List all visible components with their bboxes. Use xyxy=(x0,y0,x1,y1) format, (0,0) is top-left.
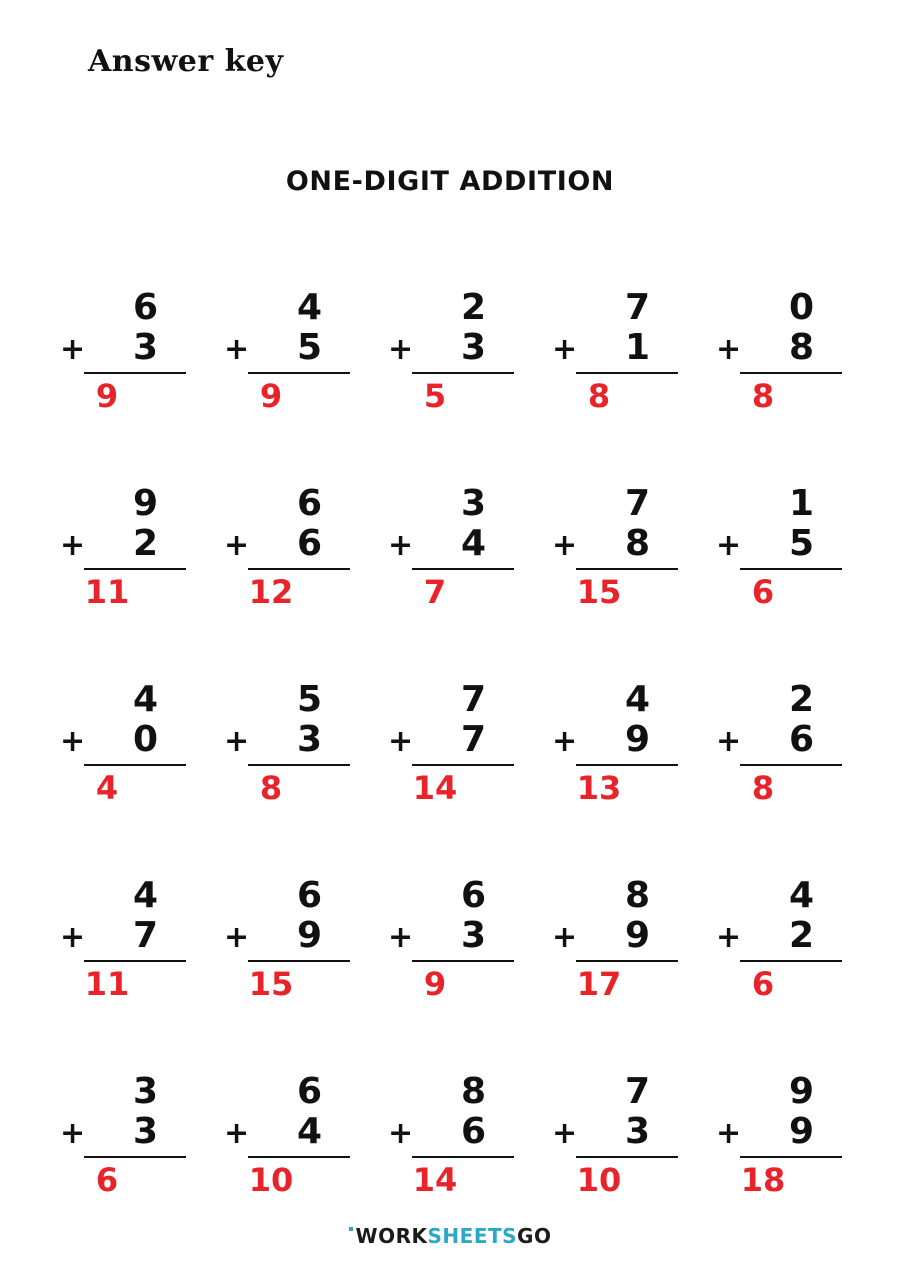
problem-item xyxy=(550,288,678,484)
problem-body xyxy=(714,876,842,962)
problem-body xyxy=(222,288,350,374)
problem-body xyxy=(550,1072,678,1158)
answer-value: 12 xyxy=(248,573,294,611)
problem-item xyxy=(386,288,514,484)
problem-item xyxy=(550,484,678,680)
plus-icon: + xyxy=(224,920,250,955)
plus-icon: + xyxy=(716,332,742,367)
addend-bottom-row xyxy=(224,523,350,564)
addend-bottom-row xyxy=(388,1111,514,1152)
problem-body xyxy=(386,1072,514,1158)
plus-icon: + xyxy=(388,528,414,563)
addend-bottom-row xyxy=(388,523,514,564)
answer-value: 8 xyxy=(751,769,775,807)
addend-bottom-row xyxy=(552,915,678,956)
addend-top: 4 xyxy=(296,287,322,328)
addend-bottom: 5 xyxy=(296,327,322,368)
plus-icon: + xyxy=(60,724,86,759)
problem-body xyxy=(714,1072,842,1158)
answer-value: 11 xyxy=(84,573,130,611)
answer-value: 8 xyxy=(259,769,283,807)
addend-bottom: 9 xyxy=(296,915,322,956)
answer-value: 15 xyxy=(576,573,622,611)
plus-icon: + xyxy=(60,920,86,955)
answer-value: 5 xyxy=(423,377,447,415)
answer-value: 10 xyxy=(576,1161,622,1199)
answer-value: 9 xyxy=(95,377,119,415)
problem-item xyxy=(714,876,842,1072)
addend-bottom-row xyxy=(716,327,842,368)
addend-top: 9 xyxy=(788,1071,814,1112)
addend-bottom-row xyxy=(60,523,186,564)
problem-item xyxy=(714,484,842,680)
addend-bottom: 9 xyxy=(624,915,650,956)
addend-top: 2 xyxy=(788,679,814,720)
plus-icon: + xyxy=(60,528,86,563)
addend-bottom-row xyxy=(552,719,678,760)
addend-top: 3 xyxy=(132,1071,158,1112)
addend-bottom: 3 xyxy=(296,719,322,760)
problem-body xyxy=(386,876,514,962)
addend-bottom-row xyxy=(60,1111,186,1152)
problem-body xyxy=(222,680,350,766)
problem-body xyxy=(714,288,842,374)
answer-value: 8 xyxy=(751,377,775,415)
addend-bottom: 1 xyxy=(624,327,650,368)
addend-bottom: 7 xyxy=(460,719,486,760)
problem-item xyxy=(714,288,842,484)
addend-bottom: 3 xyxy=(624,1111,650,1152)
addend-top: 8 xyxy=(460,1071,486,1112)
addend-bottom-row xyxy=(224,915,350,956)
problem-item xyxy=(550,876,678,1072)
problem-body xyxy=(58,288,186,374)
addend-top: 4 xyxy=(788,875,814,916)
plus-icon: + xyxy=(552,528,578,563)
problem-item xyxy=(58,288,186,484)
addend-bottom: 3 xyxy=(132,327,158,368)
addend-bottom: 2 xyxy=(132,523,158,564)
addend-bottom: 6 xyxy=(296,523,322,564)
answer-value: 14 xyxy=(412,1161,458,1199)
addend-bottom-row xyxy=(552,327,678,368)
problem-item xyxy=(550,680,678,876)
problem-body xyxy=(58,876,186,962)
problem-body xyxy=(386,680,514,766)
answer-value: 8 xyxy=(587,377,611,415)
problem-body xyxy=(386,288,514,374)
addend-bottom: 3 xyxy=(460,327,486,368)
problem-item xyxy=(58,680,186,876)
problem-body xyxy=(550,876,678,962)
plus-icon: + xyxy=(716,724,742,759)
addend-bottom: 0 xyxy=(132,719,158,760)
addend-bottom: 8 xyxy=(624,523,650,564)
brand-part-work: WORK xyxy=(355,1224,428,1248)
problem-body xyxy=(58,484,186,570)
addend-bottom-row xyxy=(716,719,842,760)
problem-body xyxy=(58,1072,186,1158)
addend-top: 4 xyxy=(132,875,158,916)
addend-top: 9 xyxy=(132,483,158,524)
addend-bottom-row xyxy=(388,719,514,760)
addend-bottom: 6 xyxy=(788,719,814,760)
addend-top: 2 xyxy=(460,287,486,328)
addend-top: 5 xyxy=(296,679,322,720)
addend-top: 6 xyxy=(132,287,158,328)
plus-icon: + xyxy=(388,332,414,367)
plus-icon: + xyxy=(552,920,578,955)
answer-key-label: Answer key xyxy=(88,44,284,79)
brand-footer xyxy=(0,1224,900,1248)
addend-bottom: 5 xyxy=(788,523,814,564)
page-title: ONE-DIGIT ADDITION xyxy=(285,166,615,197)
problem-item xyxy=(58,876,186,1072)
plus-icon: + xyxy=(388,1116,414,1151)
plus-icon: + xyxy=(388,724,414,759)
addend-bottom: 9 xyxy=(788,1111,814,1152)
problem-body xyxy=(550,680,678,766)
addend-bottom: 6 xyxy=(460,1111,486,1152)
addend-top: 6 xyxy=(296,1071,322,1112)
plus-icon: + xyxy=(388,920,414,955)
addend-top: 0 xyxy=(788,287,814,328)
plus-icon: + xyxy=(224,1116,250,1151)
problem-body xyxy=(222,876,350,962)
problem-body xyxy=(550,288,678,374)
problem-body xyxy=(550,484,678,570)
plus-icon: + xyxy=(60,332,86,367)
plus-icon: + xyxy=(716,1116,742,1151)
addend-top: 3 xyxy=(460,483,486,524)
answer-value: 9 xyxy=(259,377,283,415)
addend-top: 6 xyxy=(296,875,322,916)
plus-icon: + xyxy=(716,920,742,955)
problem-item xyxy=(222,484,350,680)
addend-bottom-row xyxy=(552,523,678,564)
addend-top: 4 xyxy=(624,679,650,720)
addend-bottom-row xyxy=(60,719,186,760)
problem-item xyxy=(386,876,514,1072)
answer-value: 4 xyxy=(95,769,119,807)
addend-top: 6 xyxy=(296,483,322,524)
addend-top: 7 xyxy=(624,483,650,524)
addend-top: 7 xyxy=(624,1071,650,1112)
addend-bottom-row xyxy=(716,523,842,564)
addend-bottom: 4 xyxy=(460,523,486,564)
addend-bottom: 8 xyxy=(788,327,814,368)
problems-grid xyxy=(40,288,860,1268)
answer-value: 9 xyxy=(423,965,447,1003)
addend-bottom: 9 xyxy=(624,719,650,760)
plus-icon: + xyxy=(224,332,250,367)
problem-item xyxy=(222,680,350,876)
addend-top: 4 xyxy=(132,679,158,720)
addend-bottom: 2 xyxy=(788,915,814,956)
plus-icon: + xyxy=(224,528,250,563)
answer-value: 10 xyxy=(248,1161,294,1199)
problem-item xyxy=(58,484,186,680)
addend-top: 6 xyxy=(460,875,486,916)
addend-bottom-row xyxy=(224,327,350,368)
addend-bottom: 7 xyxy=(132,915,158,956)
problem-item xyxy=(386,680,514,876)
answer-value: 6 xyxy=(751,965,775,1003)
problem-body xyxy=(714,680,842,766)
problem-body xyxy=(714,484,842,570)
addend-bottom: 3 xyxy=(132,1111,158,1152)
addend-bottom-row xyxy=(716,1111,842,1152)
problem-body xyxy=(222,484,350,570)
brand-tick-icon xyxy=(349,1227,353,1231)
addend-bottom-row xyxy=(224,1111,350,1152)
brand-part-go: GO xyxy=(517,1224,552,1248)
problem-body xyxy=(222,1072,350,1158)
addend-bottom: 3 xyxy=(460,915,486,956)
problem-body xyxy=(58,680,186,766)
answer-value: 18 xyxy=(740,1161,786,1199)
answer-value: 7 xyxy=(423,573,447,611)
problem-item xyxy=(222,288,350,484)
addend-bottom-row xyxy=(388,327,514,368)
plus-icon: + xyxy=(552,332,578,367)
addend-bottom-row xyxy=(716,915,842,956)
addend-bottom-row xyxy=(388,915,514,956)
addend-top: 8 xyxy=(624,875,650,916)
addend-top: 7 xyxy=(460,679,486,720)
addend-bottom: 4 xyxy=(296,1111,322,1152)
answer-value: 14 xyxy=(412,769,458,807)
answer-value: 13 xyxy=(576,769,622,807)
answer-value: 15 xyxy=(248,965,294,1003)
answer-value: 11 xyxy=(84,965,130,1003)
addend-bottom-row xyxy=(60,915,186,956)
addend-bottom-row xyxy=(552,1111,678,1152)
addend-top: 7 xyxy=(624,287,650,328)
addend-bottom-row xyxy=(224,719,350,760)
plus-icon: + xyxy=(224,724,250,759)
answer-value: 6 xyxy=(95,1161,119,1199)
addend-bottom-row xyxy=(60,327,186,368)
answer-value: 6 xyxy=(751,573,775,611)
problem-item xyxy=(222,876,350,1072)
plus-icon: + xyxy=(552,724,578,759)
problem-item xyxy=(714,680,842,876)
plus-icon: + xyxy=(60,1116,86,1151)
answer-value: 17 xyxy=(576,965,622,1003)
problem-item xyxy=(386,484,514,680)
addend-top: 1 xyxy=(788,483,814,524)
plus-icon: + xyxy=(552,1116,578,1151)
problem-body xyxy=(386,484,514,570)
brand-part-sheets: SHEETS xyxy=(427,1224,518,1248)
plus-icon: + xyxy=(716,528,742,563)
